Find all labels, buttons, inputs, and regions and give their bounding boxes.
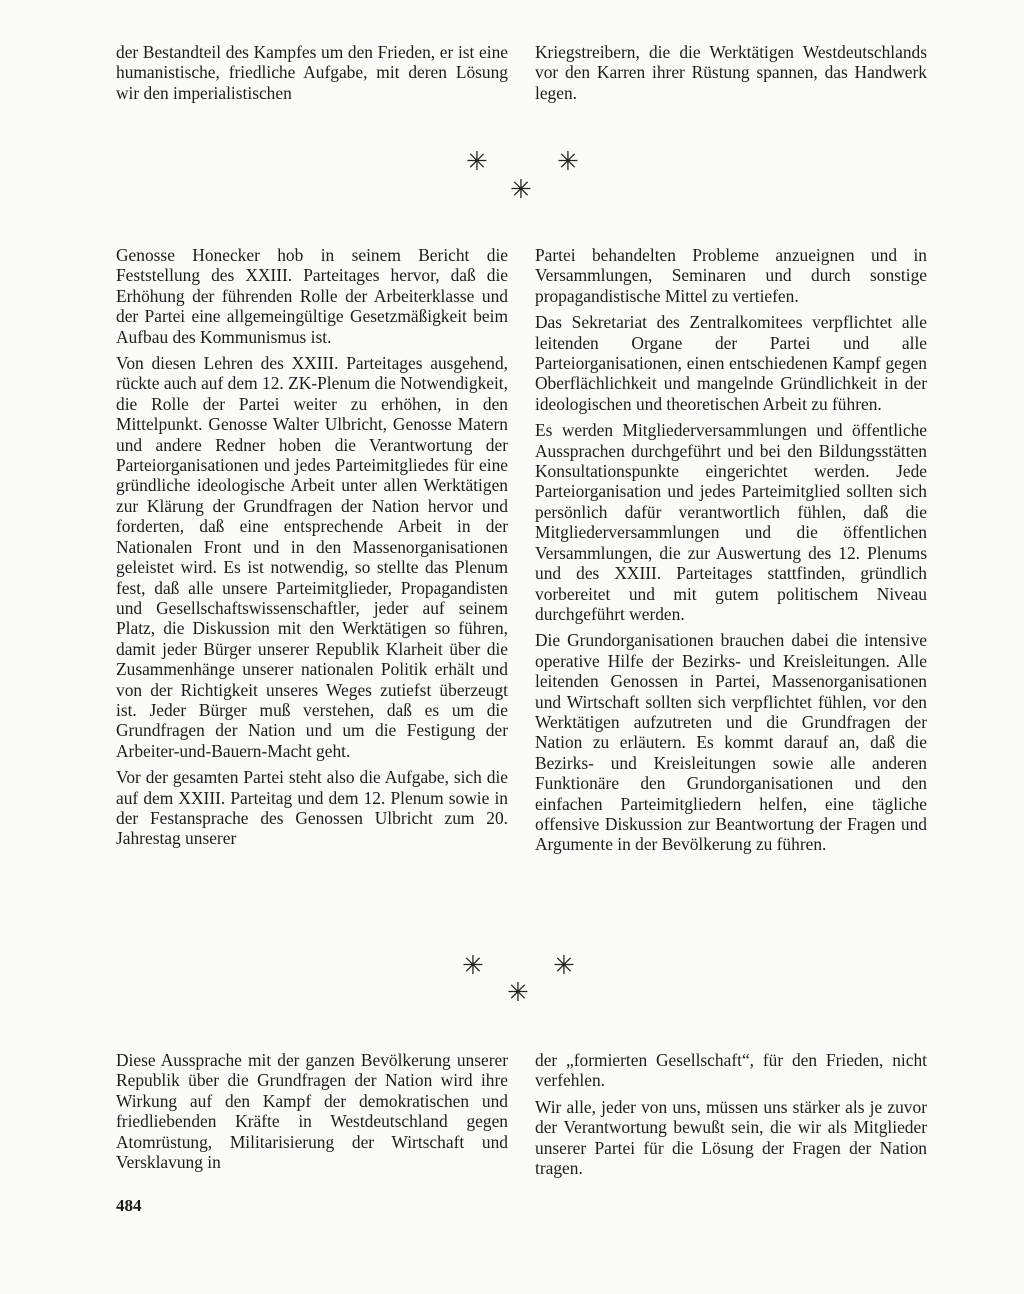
asterisk-ornament: ✳ [462,951,484,981]
asterisk-ornament: ✳ [510,175,532,205]
section2-right-column [535,245,927,855]
paragraph: Kriegstreibern, die die Werktätigen Westdeutschlands vor den Karren ihrer Rüstung spannen, das Handwerk legen. [535,42,927,103]
asterisk-ornament: ✳ [507,978,529,1008]
paragraph: Das Sekretariat des Zentralkomitees verpflichtet alle leitenden Organe der Partei und alle Parteiorganisationen, einen entschiedenen Kampf gegen Oberflächlichkeit und mangelnde Gründlichkeit in der ideologischen und theoretischen Arbeit zu führen. [535,312,927,414]
paragraph: Genosse Honecker hob in seinem Bericht die Feststellung des XXIII. Parteitages hervor, daß die Erhöhung der führenden Rolle der Arbeiterklasse und der Partei eine allgemeingültige Gesetzmäßigkeit beim Aufbau des Kommunismus ist. [116,245,508,347]
asterisk-ornament: ✳ [466,147,488,177]
section3-right-column [535,1050,927,1178]
paragraph: Von diesen Lehren des XXIII. Parteitages ausgehend, rückte auch auf dem 12. ZK-Plenum die Notwendigkeit, die Rolle der Partei weiter zu erhöhen, in den Mittelpunkt. Genosse Walter Ulbricht, Genosse Matern und andere Redner hoben die Verantwortung der Parteiorganisationen und jedes Parteimitgliedes für eine gründliche ideologische Arbeit unter allen Werktätigen zur Klärung der Grundfragen der Nation hervor und forderten, daß eine entsprechende Arbeit in der Nationalen Front und in den Massenorganisationen geleistet wird. Es ist notwendig, so stellte das Plenum fest, daß alle unsere Parteimitglieder, Propagandisten und Gesellschaftswissenschaftler, jeder auf seinem Platz, die Diskussion mit den Werktätigen so führen, damit jeder Bürger unserer Republik Klarheit über die Zusammenhänge unserer nationalen Politik erhält und von der Richtigkeit unseres Weges zutiefst überzeugt ist. Jeder Bürger muß verstehen, daß es um die Grundfragen der Nation und um die Festigung der Arbeiter-und-Bauern-Macht geht. [116,353,508,761]
section1-right-column [535,42,927,103]
paragraph: Die Grundorganisationen brauchen dabei die intensive operative Hilfe der Bezirks- und Kreisleitungen. Alle leitenden Genossen in Partei, Massenorganisationen und Wirtschaft sollten sich verpflichtet fühlen, vor den Werktätigen aufzutreten und die Grundfragen der Nation zu erläutern. Es kommt darauf an, daß die Bezirks- und Kreisleitungen sowie alle anderen Funktionäre den Grundorganisationen und den einfachen Parteimitgliedern helfen, eine tägliche offensive Diskussion zur Beantwortung der Fragen und Argumente in der Bevölkerung zu führen. [535,630,927,855]
section2-left-column [116,245,508,849]
paragraph: der Bestandteil des Kampfes um den Frieden, er ist eine humanistische, friedliche Aufgabe, mit deren Lösung wir den imperialistischen [116,42,508,103]
section3-left-column [116,1050,508,1172]
paragraph: der „formierten Gesellschaft“, für den Frieden, nicht verfehlen. [535,1050,927,1091]
paragraph: Partei behandelten Probleme anzueignen und in Versammlungen, Seminaren und durch sonstige propagandistische Mittel zu vertiefen. [535,245,927,306]
paragraph: Es werden Mitgliederversammlungen und öffentliche Aussprachen durchgeführt und bei den Bildungsstätten Konsultationspunkte eingerichtet werden. Jede Parteiorganisation und jedes Parteimitglied sollten sich persönlich dafür verantwortlich fühlen, daß die Mitgliederversammlungen und die öffentlichen Versammlungen, die zur Auswertung des 12. Plenums und des XXIII. Parteitages stattfinden, gründlich vorbereitet und mit gutem politischem Niveau durchgeführt werden. [535,420,927,624]
section1-left-column [116,42,508,103]
paragraph: Vor der gesamten Partei steht also die Aufgabe, sich die auf dem XXIII. Parteitag und dem 12. Plenum sowie in der Festansprache des Genossen Ulbricht zum 20. Jahrestag unserer [116,767,508,849]
paragraph: Wir alle, jeder von uns, müssen uns stärker als je zuvor der Verantwortung bewußt sein, die wir als Mitglieder unserer Partei für die Lösung der Fragen der Nation tragen. [535,1096,927,1179]
page-number: 484 [116,1196,142,1215]
asterisk-ornament: ✳ [553,951,575,981]
paragraph: Diese Aussprache mit der ganzen Bevölkerung unserer Republik über die Grundfragen der Nation wird ihre Wirkung auf den Kampf der demokratischen und friedliebenden Kräfte in Westdeutschland gegen Atomrüstung, Militarisierung der Wirtschaft und Versklavung in [116,1050,508,1173]
asterisk-ornament: ✳ [557,147,579,177]
